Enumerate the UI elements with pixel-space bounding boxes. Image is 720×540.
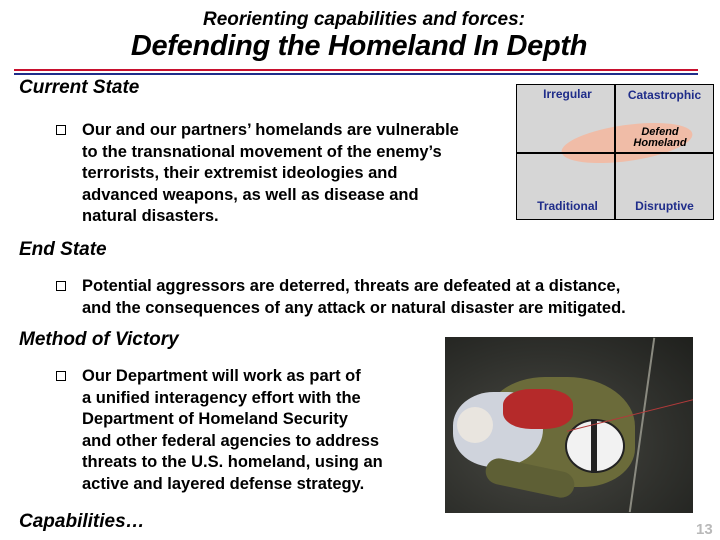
section-heading-capabilities: Capabilities…	[19, 511, 145, 532]
bullet-line: threats to the U.S. homeland, using an	[82, 453, 383, 471]
quadrant-label-traditional: Traditional	[537, 199, 598, 213]
defend-homeland-line1: Defend	[641, 126, 679, 138]
bullet-line: Our Department will work as part of	[82, 367, 361, 385]
page-title: Defending the Homeland In Depth	[130, 30, 588, 62]
bullet-text	[82, 120, 459, 228]
quadrant-horizontal-divider	[517, 152, 713, 154]
title-rule-red	[14, 69, 698, 71]
checkbox-bullet-icon	[56, 371, 66, 381]
quadrant-label-catastrophic: Catastrophic	[627, 88, 702, 102]
helicopter-rescue-photo	[445, 337, 693, 513]
rescuer-helmet	[565, 419, 625, 473]
checkbox-bullet-icon	[56, 125, 66, 135]
bullet-method-of-victory	[56, 366, 383, 495]
defend-homeland-line2: Homeland	[633, 137, 687, 149]
bullet-text	[82, 276, 626, 319]
rescued-person-head	[457, 407, 493, 443]
bullet-line: to the transnational movement of the enemy’s	[82, 142, 442, 161]
rescue-harness	[503, 389, 573, 429]
title-rule-blue	[14, 73, 698, 75]
bullet-line: natural disasters.	[82, 207, 219, 225]
bullet-line: and other federal agencies to address	[82, 431, 380, 450]
page-number: 13	[696, 521, 713, 538]
checkbox-bullet-icon	[56, 281, 66, 291]
bullet-line: terrorists, their extremist ideologies and	[82, 164, 398, 182]
bullet-text	[82, 366, 383, 495]
bullet-line: Potential aggressors are deterred, threats are defeated at a distance,	[82, 277, 621, 295]
quadrant-label-disruptive: Disruptive	[635, 199, 694, 213]
section-heading-current-state: Current State	[19, 77, 140, 98]
bullet-end-state	[56, 276, 626, 319]
bullet-current-state	[56, 120, 459, 228]
subtitle: Reorienting capabilities and forces:	[202, 9, 526, 30]
section-heading-end-state: End State	[19, 239, 107, 260]
bullet-line: active and layered defense strategy.	[82, 474, 365, 493]
bullet-line: advanced weapons, as well as disease and	[82, 185, 419, 204]
bullet-line: Department of Homeland Security	[82, 410, 348, 428]
threat-quadrant-diagram	[516, 84, 714, 220]
bullet-line: and the consequences of any attack or natural disaster are mitigated.	[82, 298, 626, 317]
bullet-line: a unified interagency effort with the	[82, 388, 361, 407]
bullet-line: Our and our partners’ homelands are vulnerable	[82, 121, 459, 139]
section-heading-method-of-victory: Method of Victory	[19, 329, 179, 350]
defend-homeland-label	[625, 127, 695, 149]
quadrant-label-irregular: Irregular	[543, 87, 592, 101]
